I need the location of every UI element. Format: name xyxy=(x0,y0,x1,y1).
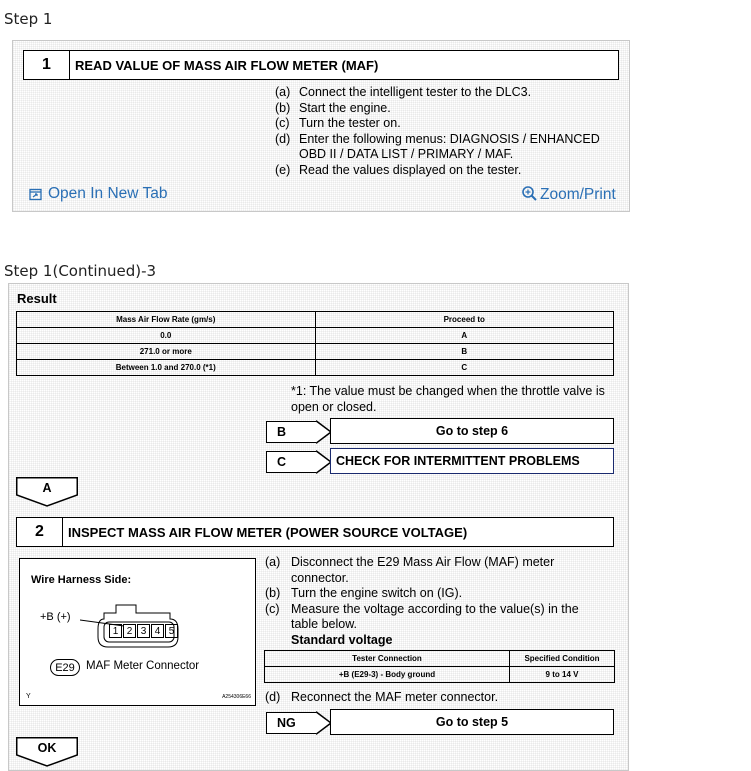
pin: 3 xyxy=(137,624,150,638)
table-cell: 271.0 or more xyxy=(17,344,316,360)
result-table xyxy=(16,311,614,376)
go-to-step-6-link[interactable]: Go to step 6 xyxy=(330,418,614,444)
wire-harness-side-label: Wire Harness Side: xyxy=(31,574,132,586)
step2-instructions xyxy=(265,555,615,648)
instruction-row: (c) Measure the voltage according to the value(s) in the xyxy=(265,601,579,616)
instruction-row: OBD II / DATA LIST / PRIMARY / MAF. xyxy=(299,147,514,161)
step1-number: 1 xyxy=(24,51,70,79)
branch-a-badge xyxy=(16,477,78,507)
diagram-corner-y: Y xyxy=(26,693,31,700)
zoom-print-link[interactable] xyxy=(521,182,616,204)
connector-code-badge: E29 xyxy=(50,659,80,676)
step1-instructions xyxy=(275,85,625,178)
branch-ok-label: OK xyxy=(37,741,57,755)
instruction-row: (c) Turn the tester on. xyxy=(275,116,401,130)
step2-title-box xyxy=(16,517,614,547)
open-in-new-tab-label: Open In New Tab xyxy=(48,185,168,202)
pin: 5 xyxy=(165,624,178,638)
branch-a-label: A xyxy=(42,481,52,495)
open-new-tab-icon xyxy=(29,188,42,201)
branch-ng-badge xyxy=(266,711,332,735)
instruction-row: (b) Start the engine. xyxy=(275,100,391,115)
table-header: Proceed to xyxy=(315,312,614,328)
pin: 2 xyxy=(123,624,136,638)
table-row xyxy=(265,667,615,683)
table-row xyxy=(17,360,614,376)
branch-c-badge xyxy=(266,450,332,474)
branch-b-label: B xyxy=(266,421,316,443)
branch-b-badge xyxy=(266,420,332,444)
go-to-step-5-link[interactable]: Go to step 5 xyxy=(330,709,614,735)
table-cell: C xyxy=(315,360,614,376)
step1-heading: Step 1 xyxy=(4,10,53,28)
table-row xyxy=(17,328,614,344)
table-header-row xyxy=(17,312,614,328)
instruction-row: (d) Enter the following menus: DIAGNOSIS / ENHANCED xyxy=(275,131,600,146)
standard-voltage-label: Standard voltage xyxy=(291,632,393,647)
table-cell: 9 to 14 V xyxy=(510,667,615,683)
pin-label: +B (+) xyxy=(40,611,71,623)
instruction-row: connector. xyxy=(291,570,349,585)
instruction-row: (b) Turn the engine switch on (IG). xyxy=(265,586,463,600)
step1-continued-heading: Step 1(Continued)-3 xyxy=(4,262,157,280)
branch-ng-label: NG xyxy=(266,712,316,734)
table-row xyxy=(17,344,614,360)
table-header: Specified Condition xyxy=(510,651,615,667)
step2-number: 2 xyxy=(17,518,63,546)
branch-c-label: C xyxy=(266,451,316,473)
diagram-id: A254306E66 xyxy=(222,694,251,700)
step2-title: INSPECT MASS AIR FLOW METER (POWER SOURCE VOLTAGE) xyxy=(68,524,468,540)
table-cell: A xyxy=(315,328,614,344)
open-in-new-tab-link[interactable] xyxy=(29,185,167,203)
branch-ok-badge xyxy=(16,737,78,767)
reconnect-instruction: (d) Reconnect the MAF meter connector. xyxy=(265,690,499,704)
table-cell: B xyxy=(315,344,614,360)
footnote: *1: The value must be changed when the throttle valve is open or closed. xyxy=(291,384,605,414)
check-intermittent-problems-link[interactable]: CHECK FOR INTERMITTENT PROBLEMS xyxy=(330,448,614,474)
step1-card xyxy=(12,40,630,212)
table-cell: Between 1.0 and 270.0 (*1) xyxy=(17,360,316,376)
pin: 1 xyxy=(109,624,122,638)
instruction-row: (a) Disconnect the E29 Mass Air Flow (MAF) meter xyxy=(265,555,555,569)
zoom-icon xyxy=(521,185,538,202)
table-cell: +B (E29-3) - Body ground xyxy=(265,667,510,683)
step1-continued-card xyxy=(8,283,629,771)
instruction-row xyxy=(265,633,615,649)
instruction-row: (a) Connect the intelligent tester to the DLC3. xyxy=(275,85,532,99)
pin: 4 xyxy=(151,624,164,638)
table-header: Mass Air Flow Rate (gm/s) xyxy=(17,312,316,328)
step1-title: READ VALUE OF MASS AIR FLOW METER (MAF) xyxy=(75,57,379,73)
connector-name: MAF Meter Connector xyxy=(86,660,200,672)
voltage-table xyxy=(264,650,615,683)
instruction-row: (e) Read the values displayed on the tester. xyxy=(275,162,522,177)
step1-title-box xyxy=(23,50,619,80)
connector-pins xyxy=(109,624,178,638)
table-header-row xyxy=(265,651,615,667)
wire-harness-diagram xyxy=(19,558,256,706)
zoom-print-label: Zoom/Print xyxy=(540,186,616,203)
table-cell: 0.0 xyxy=(17,328,316,344)
table-header: Tester Connection xyxy=(265,651,510,667)
result-label: Result xyxy=(17,291,57,306)
instruction-row: table below. xyxy=(291,617,358,631)
